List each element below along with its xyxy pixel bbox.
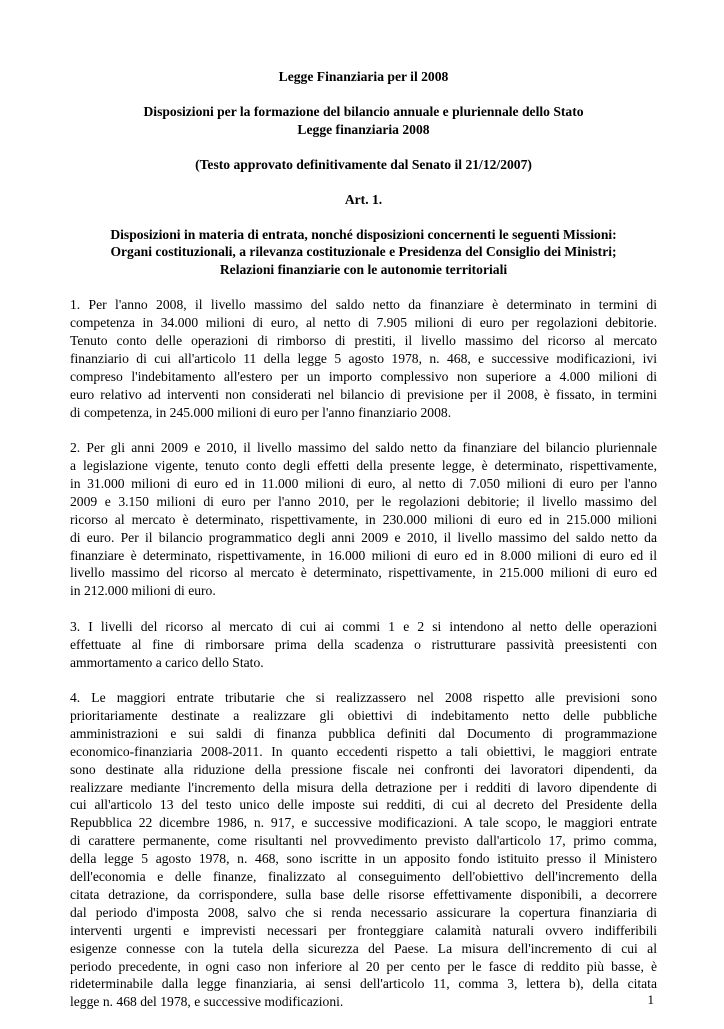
text-line: 3. I livelli del ricorso al mercato di cui ai commi 1 e 2 si intendono al netto delle operazioni bbox=[70, 618, 657, 634]
text-line: citata detrazione, da corrispondere, sulla base delle risorse effettivamente disponibili, a decorrere bbox=[70, 886, 657, 902]
text-line: dell'economia e delle finanze, finalizzato al conseguimento dell'obiettivo dell'incremento della bbox=[70, 869, 657, 885]
page-number: 1 bbox=[647, 992, 654, 1007]
paragraph-4 bbox=[70, 689, 657, 1011]
text-line: 4. Le maggiori entrate tributarie che si realizzassero nel 2008 rispetto alle previsioni sono bbox=[70, 689, 657, 705]
text-line: 1. Per l'anno 2008, il livello massimo del saldo netto da finanziare è determinato in termini di bbox=[70, 297, 657, 313]
text-line: legge n. 468 del 1978, e successive modificazioni. bbox=[70, 994, 344, 1010]
text-line: 2009 e 3.150 milioni di euro per l'anno 2010, per le regolazioni debitorie; il livello massimo del bbox=[70, 493, 657, 509]
text-line: ammortamento a carico dello Stato. bbox=[70, 654, 264, 670]
document-body bbox=[70, 68, 657, 1029]
text-line: 2. Per gli anni 2009 e 2010, il livello massimo del saldo netto da finanziare del bilancio pluriennale bbox=[70, 440, 657, 456]
text-line: Repubblica 22 dicembre 1986, n. 917, e successive modificazioni. A tale scopo, le maggiori entrate bbox=[70, 815, 657, 831]
text-line: rideterminabile dalla legge finanziaria, ai sensi dell'articolo 11, comma 3, lettera b), della citata bbox=[70, 976, 657, 992]
text-line: amministrazioni e sui saldi di finanza pubblica definiti dal Documento di programmazione bbox=[70, 725, 657, 741]
text-line: della legge 5 agosto 1978, n. 468, sono iscritte in un apposito fondo istituito presso il Ministero bbox=[70, 851, 657, 867]
text-line: in 31.000 milioni di euro ed in 11.000 milioni di euro, al netto di 7.050 milioni di euro per l'anno bbox=[70, 475, 657, 491]
text-line: di carattere permanente, come risultanti nel provvedimento previsto dall'articolo 17, primo comma, bbox=[70, 833, 657, 849]
text-line: di competenza, in 245.000 milioni di euro per l'anno finanziario 2008. bbox=[70, 404, 452, 420]
approval-note: (Testo approvato definitivamente dal Senato il 21/12/2007) bbox=[195, 156, 532, 172]
text-line: dal periodo d'imposta 2008, salvo che si renda necessario assicurare la copertura finanziaria di bbox=[70, 904, 657, 920]
text-line: finanziare è determinato, rispettivamente, in 16.000 milioni di euro ed in 8.000 milioni di euro ed il bbox=[70, 547, 657, 563]
text-line: livello massimo del ricorso al mercato è determinato, rispettivamente, in 215.000 milioni di euro ed bbox=[70, 565, 657, 581]
text-line: sono destinate alla riduzione della pressione fiscale nei confronti dei lavoratori dipendenti, da bbox=[70, 761, 657, 777]
text-line: prioritariamente destinate a realizzare gli obiettivi di indebitamento netto delle pubbliche bbox=[70, 707, 657, 723]
subtitle-line: Legge finanziaria 2008 bbox=[297, 121, 430, 137]
paragraph-2 bbox=[70, 439, 657, 600]
paragraph-3 bbox=[70, 618, 657, 672]
article-heading-line: Disposizioni in materia di entrata, nonché disposizioni concernenti le seguenti Missioni: bbox=[110, 226, 617, 242]
article-heading-line: Organi costituzionali, a rilevanza costituzionale e Presidenza del Consiglio dei Ministri; bbox=[110, 244, 617, 260]
document-title: Legge Finanziaria per il 2008 bbox=[278, 69, 449, 84]
article-heading-line: Relazioni finanziarie con le autonomie territoriali bbox=[219, 262, 508, 278]
text-line: realizzare mediante l'incremento della misura della detrazione per i redditi di lavoro dipendente di bbox=[70, 779, 657, 795]
text-line: interventi urgenti e imprevisti necessari per fronteggiare calamità naturali ovvero indifferibili bbox=[70, 922, 657, 938]
article-number: Art. 1. bbox=[344, 191, 383, 207]
text-line: cui all'articolo 13 del testo unico delle imposte sui redditi, di cui al decreto del Presidente della bbox=[70, 797, 657, 813]
subtitle-line: Disposizioni per la formazione del bilancio annuale e pluriennale dello Stato bbox=[143, 103, 584, 119]
text-line: compreso l'indebitamento all'estero per un importo complessivo non superiore a 4.000 milioni di bbox=[70, 368, 657, 384]
text-line: euro relativo ad interventi non considerati nel bilancio di previsione per il 2008, è fissato, in termini bbox=[70, 386, 657, 402]
text-line: economico-finanziaria 2008-2011. In quanto eccedenti rispetto a tali obiettivi, le maggiori entrate bbox=[70, 743, 657, 759]
text-line: a legislazione vigente, tenuto conto degli effetti della presente legge, è determinato, rispettivamente, bbox=[70, 458, 657, 473]
text-line: di euro. Per il bilancio programmatico degli anni 2009 e 2010, il livello massimo del saldo netto da bbox=[70, 529, 657, 545]
text-line: in 212.000 milioni di euro. bbox=[70, 583, 216, 599]
text-line: Tenuto conto delle operazioni di rimborso di prestiti, il livello massimo del ricorso al mercato bbox=[70, 333, 657, 349]
paragraph-1 bbox=[70, 296, 657, 421]
document-subtitle bbox=[70, 103, 657, 139]
text-line: finanziario di cui all'articolo 11 della legge 5 agosto 1978, n. 468, e successive modificazioni, ivi bbox=[70, 350, 657, 366]
text-line: periodo precedente, in ogni caso non inferiore al 20 per cento per le fasce di reddito più basse, è bbox=[70, 958, 657, 974]
text-line: esigenze connesse con la tutela della sicurezza del Paese. La misura dell'incremento di cui al bbox=[70, 940, 657, 956]
text-line: competenza in 34.000 milioni di euro, al netto di 7.905 milioni di euro per regolazioni debitorie. bbox=[70, 315, 657, 331]
text-line: ricorso al mercato è determinato, rispettivamente, in 230.000 milioni di euro ed in 215.000 milioni bbox=[70, 511, 657, 527]
text-line: effettuate al fine di rimborsare prima della scadenza o ristrutturare passività preesistenti con bbox=[70, 636, 657, 652]
article-heading bbox=[70, 226, 657, 280]
